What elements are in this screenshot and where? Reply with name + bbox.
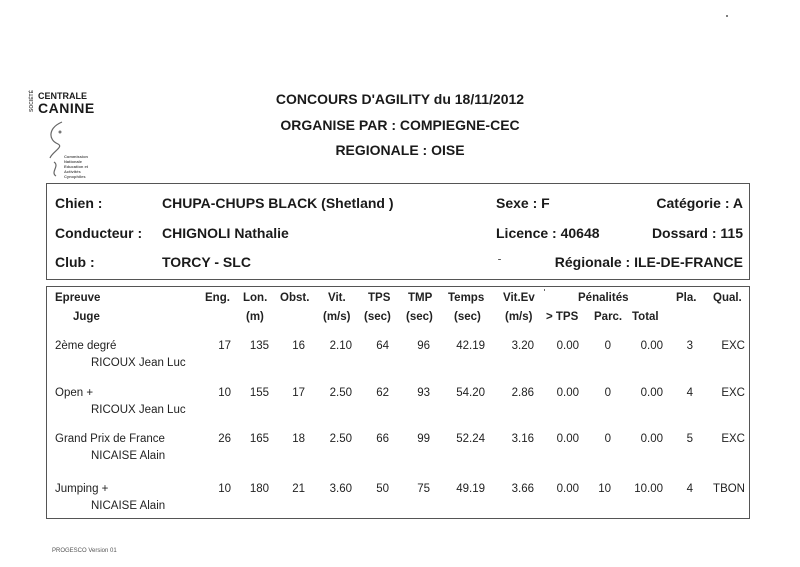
scan-speck [544,289,545,291]
row-eng: 10 [218,387,231,399]
row-pen-tps: 0.00 [556,483,579,495]
row-obst: 16 [292,340,305,352]
chien-value: CHUPA-CHUPS BLACK (Shetland ) [162,195,394,211]
header-organiser: ORGANISE PAR : COMPIEGNE-CEC [280,117,520,133]
regionale-value: Régionale : ILE-DE-FRANCE [554,254,743,270]
row-tps: 62 [376,387,389,399]
col-obst: Obst. [280,292,310,304]
row-temps: 54.20 [456,387,485,399]
row-pla: 5 [686,433,693,445]
row-juge: RICOUX Jean Luc [91,404,186,416]
row-vit: 2.10 [329,340,352,352]
logo-line2: CANINE [38,100,95,116]
row-epreuve: Jumping + [55,483,109,495]
row-tps: 50 [376,483,389,495]
club-label: Club : [55,254,95,270]
row-pen-total: 0.00 [640,433,663,445]
logo-sub-3: Activités [64,169,81,174]
row-pen-tps: 0.00 [556,340,579,352]
col-tps: TPS [368,292,391,304]
row-lon: 135 [249,340,269,352]
logo-top-small: SOCIÉTÉ [29,90,35,112]
row-pen-total: 0.00 [640,340,663,352]
col-pen-parc: Parc. [594,311,623,323]
row-epreuve: 2ème degré [55,340,117,352]
row-pla: 4 [686,387,693,399]
logo-sub-0: Commission [64,154,89,159]
row-lon: 155 [249,387,269,399]
footer-version: PROGESCO Version 01 [52,548,117,554]
col-vit-unit: (m/s) [323,311,351,323]
row-tmp: 93 [417,387,430,399]
row-qual: TBON [713,483,745,495]
row-vit: 2.50 [329,387,352,399]
col-temps-unit: (sec) [454,311,481,323]
row-pla: 3 [686,340,693,352]
row-eng: 10 [218,483,231,495]
row-juge: NICAISE Alain [91,500,166,512]
results-table [46,286,750,519]
club-value: TORCY - SLC [162,254,251,270]
row-vit: 2.50 [329,433,352,445]
scan-speck [726,15,728,17]
row-juge: RICOUX Jean Luc [91,357,186,369]
header-title: CONCOURS D'AGILITY du 18/11/2012 [275,91,525,107]
row-pen-parc: 0 [604,387,611,399]
row-pen-parc: 0 [604,340,611,352]
col-penalites: Pénalités [578,292,629,304]
row-vitev: 2.86 [511,387,534,399]
row-lon: 180 [249,483,269,495]
col-qual: Qual. [713,292,742,304]
dog-info-box [46,183,750,280]
col-juge: Juge [73,311,100,323]
row-pla: 4 [686,483,693,495]
row-temps: 42.19 [456,340,485,352]
row-pen-total: 10.00 [634,483,663,495]
row-pen-tps: 0.00 [556,433,579,445]
header-regionale: REGIONALE : OISE [335,142,465,158]
row-vitev: 3.66 [511,483,534,495]
col-pen-total: Total [632,311,659,323]
row-qual: EXC [721,387,745,399]
row-pen-parc: 0 [604,433,611,445]
row-tps: 64 [376,340,389,352]
col-eng: Eng. [205,292,230,304]
col-tps-unit: (sec) [364,311,391,323]
logo-sub-4: Cynophiles [64,174,86,179]
row-epreuve: Open + [55,387,94,399]
sexe-value: Sexe : F [496,195,550,211]
row-obst: 21 [292,483,305,495]
row-eng: 17 [218,340,231,352]
col-temps: Temps [448,292,485,304]
col-vitev-unit: (m/s) [505,311,533,323]
row-qual: EXC [721,340,745,352]
conducteur-label: Conducteur : [55,225,143,241]
logo-sub-2: Education et [64,164,89,169]
chien-label: Chien : [55,195,103,211]
col-lon: Lon. [243,292,268,304]
row-pen-total: 0.00 [640,387,663,399]
col-epreuve: Epreuve [55,292,101,304]
col-tmp-unit: (sec) [406,311,433,323]
row-tmp: 99 [417,433,430,445]
col-lon-unit: (m) [246,311,264,323]
row-vit: 3.60 [329,483,352,495]
row-eng: 26 [218,433,231,445]
col-vit: Vit. [328,292,346,304]
col-pen-tps: > TPS [546,311,579,323]
row-vitev: 3.20 [511,340,534,352]
row-pen-tps: 0.00 [556,387,579,399]
row-tmp: 75 [417,483,430,495]
col-vitev: Vit.Ev [503,292,535,304]
logo-line1: CENTRALE [38,91,87,101]
categorie-value: Catégorie : A [656,195,743,211]
row-lon: 165 [249,433,269,445]
row-pen-parc: 10 [598,483,611,495]
licence-value: Licence : 40648 [496,225,600,241]
row-temps: 52.24 [456,433,485,445]
row-obst: 17 [292,387,305,399]
row-obst: 18 [292,433,305,445]
dossard-value: Dossard : 115 [651,225,743,241]
conducteur-value: CHIGNOLI Nathalie [162,225,289,241]
col-tmp: TMP [408,292,433,304]
row-tps: 66 [376,433,389,445]
row-vitev: 3.16 [511,433,534,445]
row-temps: 49.19 [456,483,485,495]
row-qual: EXC [721,433,745,445]
row-tmp: 96 [417,340,430,352]
row-epreuve: Grand Prix de France [55,433,165,445]
col-pla: Pla. [676,292,697,304]
row-juge: NICAISE Alain [91,450,166,462]
logo-sub-1: Nationale [64,159,83,164]
scan-speck [498,259,501,260]
